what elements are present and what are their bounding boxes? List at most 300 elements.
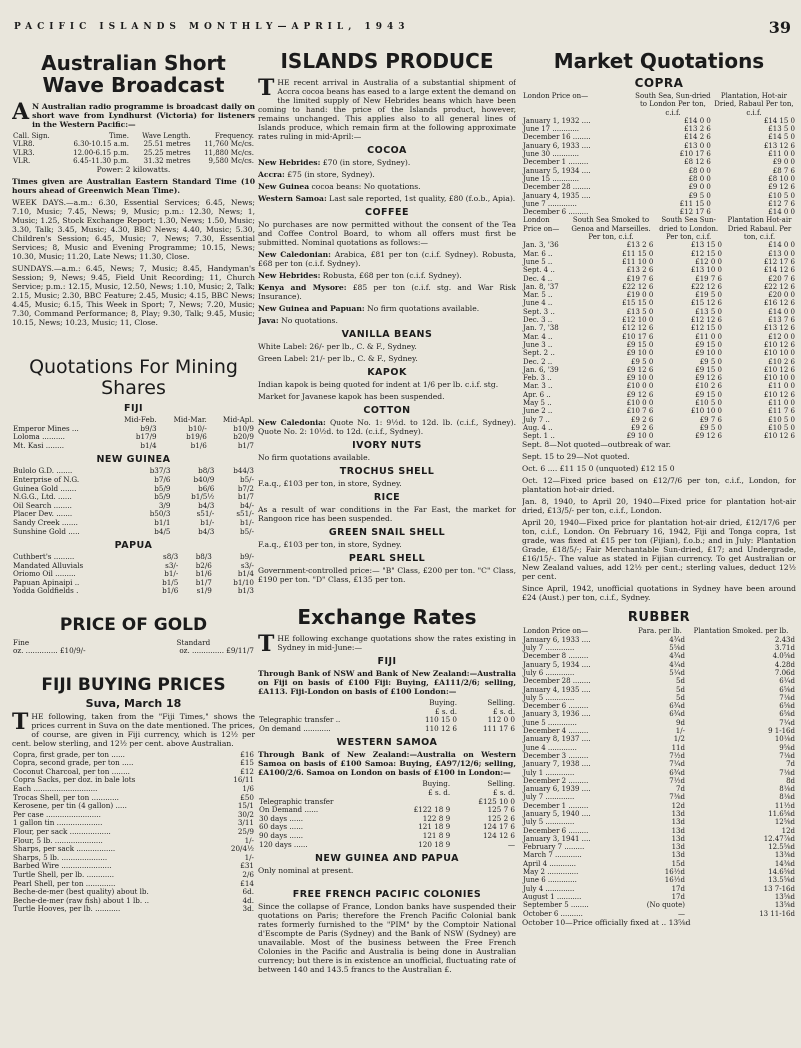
produce-label: New Guinea (258, 182, 310, 191)
table-cell: £19 5 0 (695, 291, 722, 300)
papua-heading: PAPUA (114, 540, 153, 552)
produce-line (258, 250, 516, 268)
table-cell: b2/6 (195, 560, 212, 570)
table-cell: January 6, 1939 .... (523, 785, 591, 794)
rubber-table (522, 627, 796, 917)
radio-table (12, 132, 255, 165)
intro-text: N Australian radio programme is broadcast daily on short wave from Lyndhurst (Victoria) for listeners in the Western Pacific:— (32, 102, 255, 129)
table-cell: 13⅝d (774, 901, 795, 910)
table-cell: December 6 ......... (523, 208, 589, 217)
table-cell: Pearl Shell, per ton ............. (13, 878, 116, 888)
table-cell: £12 0 0 (768, 332, 795, 341)
table-cell: Sharps, 5 lb. .................... (13, 852, 108, 862)
table-cell: £14 0 0 (768, 208, 795, 217)
table-cell: £16 (240, 749, 254, 759)
table-cell: £12 7 6 (768, 199, 795, 208)
table-cell: £13 10 0 (690, 266, 722, 275)
rubber-row (522, 694, 796, 702)
table-cell: June 4 ............. (523, 743, 577, 752)
table-cell: 4¾d (669, 652, 685, 661)
col-head: South Sea Sun-dried to London. Per ton, c.i.f. (659, 216, 719, 242)
copra-row (522, 391, 796, 399)
table-cell: 124 12 6 (482, 830, 515, 840)
radio-row (12, 157, 255, 165)
table-cell: Turtle Hooves, per lb. ........... (13, 904, 121, 914)
fiji-heading: FIJI (123, 402, 144, 414)
table-cell: January 8, 1937 .... (523, 735, 591, 744)
table-cell: July 7 ............. (523, 644, 575, 653)
table-cell: £10 10 0 (763, 349, 795, 358)
copra-table-2 (522, 216, 796, 440)
table-cell: Jan. 7, '38 (523, 324, 559, 333)
table-cell: £13 5 0 (768, 125, 795, 134)
table-cell: £13 15 0 (690, 241, 722, 250)
table-cell: 7d (676, 785, 685, 794)
copra-table-1 (522, 92, 796, 216)
table-cell: b10/- (188, 423, 207, 433)
table-cell: 60 days ...... (259, 822, 304, 832)
table-cell: £10 5 0 (768, 423, 795, 432)
copra-row (522, 366, 796, 374)
table-cell: £13 0 0 (768, 249, 795, 258)
table-cell: Trocas Shell, per ton ............ (13, 792, 119, 802)
table-cell: £8 12 6 (684, 158, 711, 167)
col-head: South Sea, Sun-dried to London Per ton, c.i.f. (635, 92, 711, 117)
table-cell: December 8 ......... (523, 652, 589, 661)
copra-row (522, 258, 796, 266)
table-cell: b9/- (239, 552, 254, 562)
table-cell: £13 0 0 (684, 141, 711, 150)
produce-text: Market for Javanese kapok has been suspended. (258, 392, 445, 401)
rubber-row (522, 785, 796, 793)
table-cell: August 1 ........... (523, 892, 582, 901)
exchange-fiji-heading: FIJI (377, 656, 397, 667)
mining-row (12, 587, 255, 596)
table-cell: £12 12 6 (622, 324, 654, 333)
table-cell: b7/2 (237, 483, 254, 493)
intro-text: HE following exchange quotations show the rates existing in Sydney in mid-June:— (277, 634, 516, 652)
table-cell: Flour, 5 lb. ..................... (13, 835, 103, 845)
produce-text: No firm quotations available. (364, 304, 480, 313)
table-cell: b1/6 (162, 586, 179, 596)
rubber-row (522, 769, 796, 777)
table-cell: 6d. (242, 887, 254, 897)
table-cell: £50 (240, 792, 254, 802)
table-cell: b19/6 (186, 432, 207, 442)
table-cell: £9 10 0 (626, 432, 654, 441)
table-cell: February 7 ......... (523, 843, 585, 852)
table-cell: 11,880 Mc/cs. (204, 148, 254, 157)
rubber-row (522, 876, 796, 884)
table-cell: £9 2 6 (631, 423, 654, 432)
produce-label: Java: (258, 316, 279, 325)
table-cell: 4¼d (669, 660, 685, 669)
table-cell: 6⅝d (779, 710, 795, 719)
rubber-row (522, 835, 796, 843)
table-cell: 6¾d (669, 702, 685, 711)
mining-row (12, 528, 255, 537)
copra-row (522, 266, 796, 274)
table-cell: Copra Sacks, per doz. in bale lots (13, 775, 136, 785)
table-cell: 9,580 Mc/cs. (208, 156, 254, 165)
table-cell: Beche-de-mer (best quality) about lb. (13, 887, 149, 897)
table-cell: b1/3 (237, 586, 254, 596)
table-cell: 7¼d (669, 760, 685, 769)
table-cell: s3/- (240, 560, 254, 570)
exchange-row (258, 725, 516, 734)
table-cell: 13.5⅝d (768, 876, 795, 885)
table-cell: £10 5 0 (695, 398, 722, 407)
produce-line (258, 354, 516, 363)
table-cell: 13⅝d (774, 892, 795, 901)
rubber-row (522, 644, 796, 652)
new-guinea-heading: NEW GUINEA (96, 454, 171, 466)
table-cell: — (677, 909, 685, 918)
table-cell: 13⅜d (774, 851, 795, 860)
islands-sections (258, 145, 516, 584)
table-cell: b1/- (239, 517, 254, 527)
copra-row (522, 125, 796, 133)
exchange-samoa-text: Through Bank of New Zealand:—Australia on Western Samoa on basis of £100 Samoa: Buying, £A97/12/6; selling, £A100/2/6. Samoa on London on basis of £100 in London:— (258, 750, 516, 778)
table-cell: 8d (786, 776, 795, 785)
copra-heading: COPRA (634, 76, 684, 90)
table-cell: Sept. 1 .. (523, 432, 555, 441)
table-cell: £12 17 6 (679, 208, 711, 217)
copra-row (522, 374, 796, 382)
table-cell: Guinea Gold ....... (13, 483, 77, 493)
copra-row (522, 316, 796, 324)
table-cell: On demand ............ (259, 723, 331, 733)
table-cell: 122 8 9 (422, 813, 451, 823)
rubber-row (522, 818, 796, 826)
table-cell: £16 12 6 (763, 299, 795, 308)
dropcap: T (258, 75, 275, 101)
table-cell: £9 12 6 (626, 365, 654, 374)
table-cell: £9 15 0 (626, 340, 654, 349)
table-cell: 17d (671, 892, 685, 901)
col-head: Time. (109, 132, 129, 140)
copra-row (522, 275, 796, 283)
running-head: PACIFIC ISLANDS MONTHLY—APRIL, 1943 (14, 22, 410, 32)
col-head: Mid-Apl. (222, 414, 254, 424)
table-cell: £13 5 0 (695, 307, 722, 316)
produce-line (258, 158, 516, 167)
table-cell: June 2 .. (523, 407, 553, 416)
col-head: Mid-Feb. (124, 414, 157, 424)
table-cell: £10 0 0 (626, 382, 654, 391)
exchange-title: Exchange Rates (297, 605, 477, 629)
table-cell: VLR3. (13, 148, 35, 157)
fiji-mining-table (12, 416, 255, 450)
produce-text: No firm quotations available. (258, 453, 371, 462)
produce-section-heading: COFFEE (364, 207, 409, 218)
table-cell: Copra, second grade, per ton ..... (13, 758, 134, 768)
col-head: Frequency. (214, 132, 254, 140)
table-cell: b1/4 (237, 569, 254, 579)
mining-row (12, 442, 255, 451)
copra-row (522, 299, 796, 307)
produce-section-heading: IVORY NUTS (352, 440, 422, 451)
table-cell: July 5 ............. (523, 693, 575, 702)
table-cell: £9 12 6 (768, 183, 795, 192)
table-cell: £9 15 0 (695, 340, 722, 349)
produce-text: F.a.q., £103 per ton, in store, Sydney. (258, 540, 402, 549)
table-cell: 6.30-10.15 a.m. (73, 140, 129, 149)
table-cell: 125 2 6 (487, 813, 515, 823)
produce-text: Government-controlled price:— "B" Class, £200 per ton. "C" Class, £190 per ton. "D" Class, £135 per ton. (258, 566, 516, 584)
table-cell: July 7 ............. (523, 793, 575, 802)
table-cell: 7⅛d (779, 693, 795, 702)
table-cell: 12⅝d (774, 818, 795, 827)
table-cell: June 4 .. (523, 299, 553, 308)
french-title: FREE FRENCH PACIFIC COLONIES (292, 889, 482, 901)
copra-row (522, 150, 796, 158)
table-cell: £11 0 0 (695, 332, 722, 341)
table-cell: £13 5 0 (626, 307, 654, 316)
copra-row (522, 358, 796, 366)
table-cell: 7⅛d (779, 751, 795, 760)
copra-note: Sept. 15 to 29—Not quoted. (522, 452, 630, 462)
produce-text: cocoa beans: No quotations. (309, 182, 421, 191)
table-cell: b9/3 (140, 423, 157, 433)
copra-note: Sept. 8—Not quoted—outbreak of war. (522, 440, 671, 450)
copra-row (522, 432, 796, 440)
rubber-row (522, 827, 796, 835)
copra-row (522, 241, 796, 249)
produce-line (258, 566, 516, 584)
table-cell: July 1 ............. (523, 768, 575, 777)
table-cell: 7d (786, 760, 795, 769)
table-cell: b5/- (239, 526, 254, 536)
table-cell: £19 0 0 (626, 291, 654, 300)
table-cell: January 5, 1940 .... (523, 810, 591, 818)
exchange-fiji-table (258, 699, 516, 733)
table-cell: 125 7 6 (487, 805, 515, 815)
sundays-schedule: SUNDAYS.—a.m.: 6.45, News; 7, Music; 8.45, Handyman's Session; 9, News; 9.45, Field Unit Recording; 11, Church Service; p.m.: 12.15, Music, 12.50, News; 1.10, Music; 2, Talk; 2.15, Music; 2.30, BBC Feature; 2.45, Music; 4.15, BBC News; 4.45, Music; 6.15, This Week in Sport; 7, News; 7.20, Music; 7.30, Command Performance; 8, Play; 9.30, Talk; 9.45, Music; 10.15, News; 10.23, Music; 11, Close. (12, 264, 255, 328)
table-cell: January 4, 1935 .... (523, 191, 591, 200)
produce-line (258, 418, 516, 436)
table-cell: 7.06d (774, 668, 795, 677)
intro-text: HE recent arrival in Australia of a substantial shipment of Accra cocoa beans has eased to a large extent the demand on the limited supply of New Hebrides beans which have been coming to hand: the price of the Islands product, however, remains unchanged. This applies also to all general lines of Islands produce, which remain firm at the following approximate rates ruling in mid-April:— (258, 78, 516, 141)
table-cell: £14 15 0 (763, 116, 795, 125)
table-cell: £12 17 6 (763, 257, 795, 266)
table-cell: 8⅛d (779, 793, 795, 802)
table-cell: £12 15 0 (690, 249, 722, 258)
table-cell: December 1 ......... (523, 801, 589, 810)
table-cell: VLR. (13, 156, 31, 165)
copra-row (522, 416, 796, 424)
table-cell: Beche-de-mer (raw fish) about 1 lb. .. (13, 895, 150, 905)
produce-line (258, 505, 516, 523)
table-cell: 1/2 (673, 735, 685, 744)
rubber-heading: RUBBER (627, 610, 691, 626)
table-cell: s51/- (236, 509, 254, 519)
table-cell: June 30 ............ (523, 150, 580, 159)
table-cell: £9 7 6 (699, 415, 722, 424)
table-cell: 16/11 (233, 775, 254, 785)
col-head: Plantation Hot-air Dried Rabaul. Per ton, c.i.f. (727, 216, 792, 242)
produce-label: New Caledonia: (258, 418, 326, 427)
table-cell: January 3, 1941 .... (523, 834, 591, 843)
table-cell: January 5, 1934 .... (523, 166, 591, 175)
table-cell: 13d (671, 851, 685, 860)
table-cell: 7⅛d (779, 768, 795, 777)
produce-label: New Caledonian: (258, 250, 331, 259)
table-cell: January 3, 1936 .... (523, 710, 591, 719)
table-cell: June 15 ............ (523, 174, 580, 183)
table-cell: £10 2 6 (768, 357, 795, 366)
table-cell: 13 11-16d (759, 909, 795, 918)
table-cell: £13 2 6 (626, 266, 654, 275)
exchange-fiji-text: Through Bank of NSW and Bank of New Zealand:—Australia on Fiji on basis of £100 Fiji: Buying, £A111/2/6; selling, £A113. Fiji-London on basis of £100 London:— (258, 669, 516, 696)
middle-column (258, 44, 516, 1044)
table-cell: £12 0 0 (695, 257, 722, 266)
table-cell: Papuan Apinaipi .. (13, 577, 80, 587)
table-cell: Sandy Creek ....... (13, 517, 78, 527)
table-cell: December 6 ......... (523, 826, 589, 835)
produce-section-heading: COCOA (367, 145, 407, 156)
table-cell: Mar. 3 .. (523, 382, 553, 391)
table-cell: £10 12 6 (763, 340, 795, 349)
copra-row (522, 341, 796, 349)
table-cell: £14 12 6 (763, 266, 795, 275)
produce-section-heading: RICE (373, 492, 401, 503)
table-cell: Placer Dev. ....... (13, 509, 73, 519)
table-cell: October 6 .......... (523, 909, 583, 918)
table-cell: 7⅜d (669, 793, 685, 802)
table-cell: April 4 ............ (523, 859, 576, 868)
rubber-row (522, 810, 796, 818)
table-cell: 6¾d (669, 768, 685, 777)
col-head: Selling. (487, 698, 515, 707)
table-cell: Turtle Shell, per lb. ............ (13, 869, 115, 879)
table-cell: b5/- (239, 474, 254, 484)
table-cell: June 5 ............. (523, 718, 577, 727)
copra-note: Oct. 12—Fixed price based on £12/7/6 per ton, c.i.f., London, for plantation hot-air dried. (522, 476, 796, 495)
table-cell: b1/7 (237, 492, 254, 502)
col-unit: £ s. d. (428, 787, 451, 797)
table-cell: January 6, 1933 .... (523, 141, 591, 150)
produce-label: New Guinea and Papuan: (258, 304, 365, 313)
table-cell: 4.0⅝d (772, 652, 795, 661)
table-cell: 6¾d (669, 710, 685, 719)
table-cell: b8/3 (198, 466, 215, 476)
papua-mining-table (12, 553, 255, 596)
col-head: London Price on— (523, 92, 589, 100)
table-cell: January 6, 1933 .... (523, 635, 591, 644)
table-cell: December 28 ........ (523, 677, 591, 686)
table-cell: Enterprise of N.G. (13, 474, 80, 484)
table-cell: 11½d (774, 801, 795, 810)
table-cell: £13 2 6 (684, 125, 711, 134)
rubber-row (522, 843, 796, 851)
table-cell: 10⅛d (774, 735, 795, 744)
table-cell: 17d (671, 884, 685, 893)
table-cell: 15/1 (237, 801, 254, 811)
table-cell: £9 5 0 (699, 357, 722, 366)
table-cell: Sharps, per sack ................. (13, 844, 116, 854)
table-cell: £11 7 6 (768, 407, 795, 416)
rubber-row (522, 727, 796, 735)
table-cell: July 5 ............. (523, 818, 575, 827)
table-cell: Kerosene, per tin (4 gallon) ..... (13, 801, 127, 811)
table-cell: 12.47⅞d (763, 834, 795, 843)
rubber-row (522, 901, 796, 909)
table-cell: July 6 ............. (523, 668, 575, 677)
page-number: 39 (768, 18, 791, 37)
table-cell: b1/10 (233, 577, 254, 587)
produce-line (258, 392, 516, 401)
copra-row (522, 291, 796, 299)
table-cell: b4/- (239, 500, 254, 510)
copra-row (522, 142, 796, 150)
table-cell: Yodda Goldfields . (13, 586, 79, 596)
exchange-intro (258, 631, 516, 657)
table-cell: 31.32 metres (143, 156, 191, 165)
rubber-row (522, 744, 796, 752)
table-cell: 121 8 9 (422, 830, 451, 840)
table-cell: Dec. 4 .. (523, 274, 553, 283)
produce-section-heading: VANILLA BEANS (341, 329, 433, 340)
produce-line (258, 479, 516, 488)
copra-row (522, 167, 796, 175)
table-cell: b8/3 (195, 552, 212, 562)
table-cell: December 28 ........ (523, 183, 591, 192)
col-head: Buying. (429, 698, 458, 707)
table-cell: 12.00-6.15 p.m. (73, 148, 129, 157)
gold-table (12, 639, 255, 656)
table-cell: £10 10 0 (690, 407, 722, 416)
table-cell: £11 15 0 (622, 249, 654, 258)
table-cell: £9 0 0 (772, 158, 795, 167)
table-cell: b7/6 (154, 474, 171, 484)
table-cell: May 2 .............. (523, 868, 579, 877)
table-cell: Sept. 2 .. (523, 349, 555, 358)
table-cell: 7¼d (779, 718, 795, 727)
produce-line (258, 540, 516, 549)
table-cell: 7½d (669, 751, 685, 760)
table-cell: 5¼d (669, 668, 685, 677)
table-cell: Barbed Wire ...................... (13, 861, 112, 871)
table-cell: May 5 .. (523, 398, 552, 407)
table-cell: 30/2 (237, 809, 254, 819)
table-cell: £10 17 6 (622, 332, 654, 341)
page-header (14, 18, 791, 40)
table-cell: January 1, 1932 .... (523, 116, 591, 125)
table-cell: 5d (676, 677, 685, 686)
table-cell: Bulolo G.D. ....... (13, 466, 73, 476)
table-cell: £11 15 0 (679, 199, 711, 208)
fiji-buying-intro (12, 708, 255, 748)
table-cell: 110 15 0 (425, 715, 458, 725)
table-cell: £12 (240, 766, 254, 776)
col-head: Buying. (422, 779, 451, 789)
table-cell: b1/5½ (191, 492, 215, 502)
table-cell: 16½d (664, 868, 685, 877)
table-cell: 3/9 (158, 500, 171, 510)
produce-text: Indian kapok is being quoted for indent at 1/6 per lb. c.i.f. stg. (258, 380, 499, 389)
table-cell: b4/5 (154, 526, 171, 536)
rubber-row (522, 868, 796, 876)
table-cell: £13 2 6 (626, 241, 654, 250)
rubber-row (522, 851, 796, 859)
radio-row (12, 149, 255, 157)
table-cell: £14 (240, 878, 254, 888)
table-cell: 9d (676, 718, 685, 727)
table-cell: £9 2 6 (631, 415, 654, 424)
table-cell: 5⅝d (669, 644, 685, 653)
copra-row (522, 407, 796, 415)
